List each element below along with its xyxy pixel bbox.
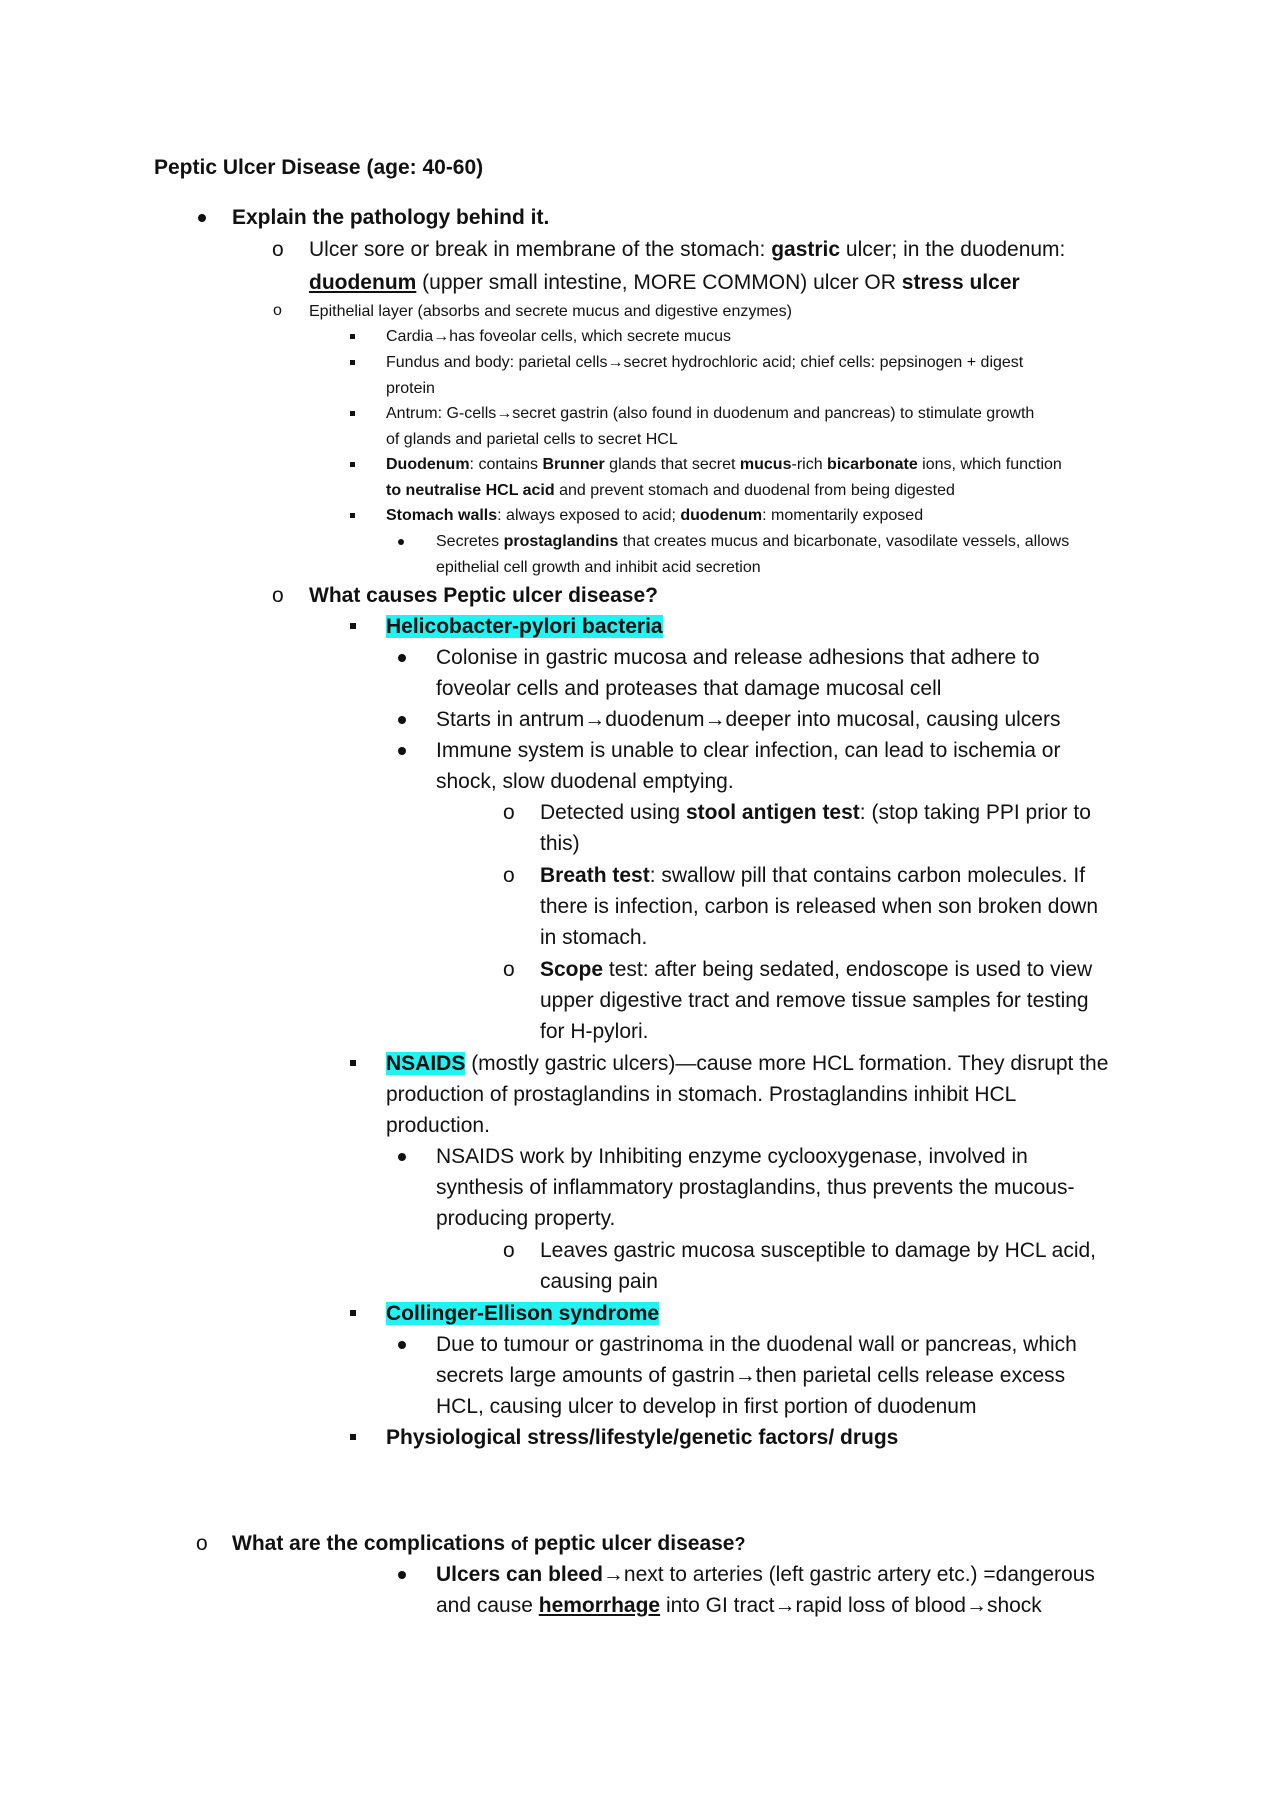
bullet-icon (398, 1571, 406, 1579)
text-line: epithelial cell growth and inhibit acid secretion (436, 559, 761, 576)
cause-h-pylori: Helicobacter-pylori bacteria (386, 615, 663, 638)
section-heading-pathology: Explain the pathology behind it. (232, 206, 550, 229)
text-line: for H-pylori. (540, 1020, 649, 1043)
text-line: this) (540, 832, 580, 855)
text-line: Immune system is unable to clear infection, can lead to ischemia or (436, 739, 1061, 762)
bullet-icon (398, 747, 406, 755)
square-bullet-icon (350, 513, 355, 518)
text-line: Breath test: swallow pill that contains carbon molecules. If (540, 864, 1086, 887)
text-line: synthesis of inflammatory prostaglandins, thus prevents the mucous- (436, 1176, 1075, 1199)
cause-nsaids: NSAIDS (mostly gastric ulcers)—cause more HCL formation. They disrupt the (386, 1052, 1109, 1075)
text-line: there is infection, carbon is released when son broken down (540, 895, 1098, 918)
text-line: production of prostaglandins in stomach. Prostaglandins inhibit HCL (386, 1083, 1017, 1106)
bullet-icon (398, 1341, 406, 1349)
text-line: Antrum: G-cells→secret gastrin (also found in duodenum and pancreas) to stimulate growth (386, 405, 1035, 422)
hollow-bullet-icon: o (503, 864, 515, 887)
hollow-bullet-icon: o (272, 238, 284, 261)
text-line: Colonise in gastric mucosa and release adhesions that adhere to (436, 646, 1040, 669)
text-line: producing property. (436, 1207, 616, 1230)
hollow-bullet-icon: o (273, 302, 282, 319)
text-line: Detected using stool antigen test: (stop taking PPI prior to (540, 801, 1091, 824)
text-line: Ulcers can bleed→next to arteries (left gastric artery etc.) =dangerous (436, 1563, 1095, 1586)
text-line: Due to tumour or gastrinoma in the duodenal wall or pancreas, which (436, 1333, 1077, 1356)
text-line: Secretes prostaglandins that creates mucus and bicarbonate, vasodilate vessels, allows (436, 533, 1070, 550)
text-line: foveolar cells and proteases that damage mucosal cell (436, 677, 942, 700)
text-line: and cause hemorrhage into GI tract→rapid loss of blood→shock (436, 1594, 1042, 1617)
text-line: Starts in antrum→duodenum→deeper into mucosal, causing ulcers (436, 708, 1061, 731)
text-line: Physiological stress/lifestyle/genetic factors/ drugs (386, 1426, 899, 1449)
text-line: production. (386, 1114, 490, 1137)
bullet-icon (398, 716, 406, 724)
page-title: Peptic Ulcer Disease (age: 40-60) (154, 156, 484, 179)
text-line: duodenum (upper small intestine, MORE COMMON) ulcer OR stress ulcer (309, 271, 1020, 294)
text-line: Ulcer sore or break in membrane of the stomach: gastric ulcer; in the duodenum: (309, 238, 1066, 261)
text-line: protein (386, 380, 435, 397)
text-line: upper digestive tract and remove tissue samples for testing (540, 989, 1089, 1012)
bullet-icon (398, 654, 406, 662)
hollow-bullet-icon: o (272, 584, 284, 607)
bullet-icon (398, 539, 404, 545)
hollow-bullet-icon: o (503, 801, 515, 824)
text-line: in stomach. (540, 926, 648, 949)
text-line: Stomach walls: always exposed to acid; duodenum: momentarily exposed (386, 507, 924, 524)
square-bullet-icon (350, 1060, 356, 1066)
hollow-bullet-icon: o (503, 958, 515, 981)
text-line: to neutralise HCL acid and prevent stomach and duodenal from being digested (386, 482, 955, 499)
hollow-bullet-icon: o (196, 1532, 208, 1555)
bullet-icon (398, 1153, 406, 1161)
square-bullet-icon (350, 462, 355, 467)
text-line: Epithelial layer (absorbs and secrete mucus and digestive enzymes) (309, 303, 792, 320)
text-line: Duodenum: contains Brunner glands that secret mucus-rich bicarbonate ions, which function (386, 456, 1062, 473)
square-bullet-icon (350, 411, 355, 416)
text-line: Fundus and body: parietal cells→secret hydrochloric acid; chief cells: pepsinogen + digest (386, 354, 1024, 371)
square-bullet-icon (350, 1310, 356, 1316)
text-line: Scope test: after being sedated, endoscope is used to view (540, 958, 1093, 981)
square-bullet-icon (350, 334, 355, 339)
text-line: HCL, causing ulcer to develop in first portion of duodenum (436, 1395, 977, 1418)
text-line: Cardia→has foveolar cells, which secrete mucus (386, 328, 732, 345)
square-bullet-icon (350, 360, 355, 365)
text-line: NSAIDS work by Inhibiting enzyme cyclooxygenase, involved in (436, 1145, 1028, 1168)
cause-zes: Collinger-Ellison syndrome (386, 1302, 660, 1325)
square-bullet-icon (350, 623, 356, 629)
section-heading-causes: What causes Peptic ulcer disease? (309, 584, 658, 607)
bullet-icon (198, 214, 206, 222)
text-line: causing pain (540, 1270, 658, 1293)
square-bullet-icon (350, 1434, 356, 1440)
text-line: secrets large amounts of gastrin→then parietal cells release excess (436, 1364, 1066, 1387)
section-heading-complications: What are the complications of peptic ulcer disease? (232, 1532, 746, 1555)
text-line: shock, slow duodenal emptying. (436, 770, 734, 793)
text-line: Leaves gastric mucosa susceptible to damage by HCL acid, (540, 1239, 1097, 1262)
hollow-bullet-icon: o (503, 1239, 515, 1262)
text-line: of glands and parietal cells to secret HCL (386, 431, 678, 448)
